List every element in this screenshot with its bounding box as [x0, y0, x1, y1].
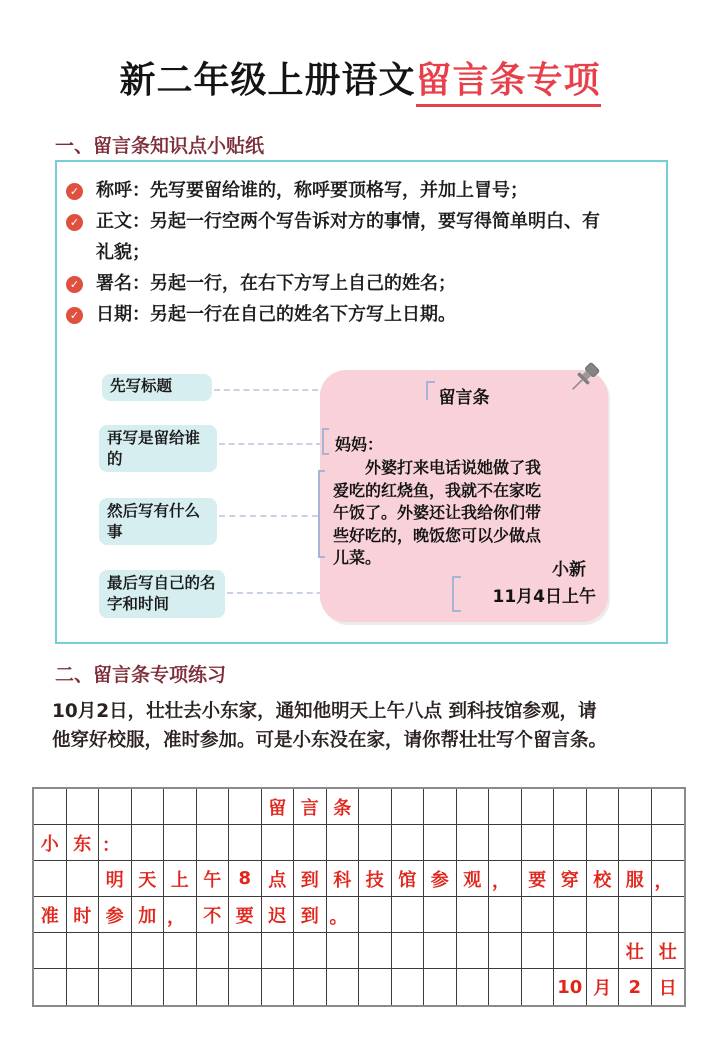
grid-cell: 条: [327, 789, 360, 825]
grid-cell: [587, 897, 620, 933]
grid-cell: [424, 825, 457, 861]
grid-cell: [457, 933, 490, 969]
grid-cell: 点: [262, 861, 295, 897]
grid-cell: 到: [294, 861, 327, 897]
grid-cell: 留: [262, 789, 295, 825]
grid-cell: 月: [587, 969, 620, 1005]
bracket-mark-body: [318, 470, 325, 558]
note-body-line: 爱吃的红烧鱼，我就不在家吃: [333, 480, 542, 500]
grid-cell: [262, 969, 295, 1005]
grid-cell: [522, 897, 555, 933]
grid-cell: [132, 969, 165, 1005]
label-write-title-first: 先写标题: [102, 374, 212, 401]
grid-cell: [262, 933, 295, 969]
grid-cell: [132, 933, 165, 969]
grid-cell: [164, 789, 197, 825]
grid-cell: 服: [619, 861, 652, 897]
bullet-text: 正文：另起一行空两个写告诉对方的事情，要写得简单明白、有礼貌；: [96, 211, 600, 263]
grid-cell: [424, 789, 457, 825]
grid-cell: [294, 933, 327, 969]
grid-cell: [392, 897, 425, 933]
grid-cell: 日: [658, 978, 677, 999]
connector-line-recipient: [219, 443, 322, 445]
grid-cell: 上: [164, 861, 197, 897]
bracket-mark-title: [426, 381, 435, 400]
grid-cell: [359, 897, 392, 933]
task-line: 10月2日，壮壮去小东家，通知他明天上午八点 到科技馆参观，请: [52, 701, 597, 722]
grid-cell: [424, 933, 457, 969]
grid-cell: [229, 969, 262, 1005]
grid-cell: [67, 789, 100, 825]
grid-cell: 8: [229, 861, 262, 897]
grid-cell: [457, 969, 490, 1005]
grid-cell: [522, 789, 555, 825]
grid-cell: [229, 933, 262, 969]
grid-cell: [132, 789, 165, 825]
grid-cell: [554, 825, 587, 861]
grid-cell: [424, 969, 457, 1005]
label-write-matter: 然后写有什么事: [99, 498, 217, 545]
grid-cell: [392, 825, 425, 861]
grid-cell: [587, 825, 620, 861]
bullet-item-salutation: [66, 175, 650, 206]
label-write-recipient: 再写是留给谁的: [99, 425, 217, 472]
grid-cell: [327, 825, 360, 861]
grid-cell: 观: [457, 861, 490, 897]
grid-cell: [392, 789, 425, 825]
title-black-part: 新二年级上册语文: [119, 60, 416, 101]
grid-cell: [522, 825, 555, 861]
grid-cell: [67, 861, 100, 897]
grid-cell: [587, 789, 620, 825]
grid-cell: 不: [197, 897, 230, 933]
grid-cell: [652, 825, 685, 861]
note-date: 11月4日上午: [492, 587, 596, 607]
grid-cell: [327, 933, 360, 969]
check-icon: ✓: [66, 307, 83, 324]
grid-cell: [522, 933, 555, 969]
grid-cell: 技: [359, 861, 392, 897]
grid-cell: [522, 969, 555, 1005]
grid-cell: 壮: [652, 933, 685, 969]
grid-cell: ，: [652, 861, 685, 897]
grid-cell: [489, 897, 522, 933]
bullet-list: [57, 162, 666, 330]
grid-cell: [457, 897, 490, 933]
grid-cell: 穿: [554, 861, 587, 897]
connector-line-matter: [219, 515, 318, 517]
grid-cell: 2: [619, 969, 652, 1005]
grid-cell: 到: [294, 897, 327, 933]
grid-cell: [164, 933, 197, 969]
note-body-line: 外婆打来电话说她做了我: [365, 458, 542, 477]
grid-cell: 参: [424, 861, 457, 897]
grid-cell: [489, 969, 522, 1005]
grid-cell: [132, 825, 165, 861]
note-title: 留言条: [438, 388, 490, 408]
grid-cell: 10: [554, 969, 587, 1005]
grid-cell: 准: [34, 897, 67, 933]
bullet-item-date: [66, 299, 650, 330]
practice-grid: [32, 787, 686, 1007]
check-icon: ✓: [66, 276, 83, 293]
grid-cell: 午: [197, 861, 230, 897]
example-note: [320, 370, 608, 622]
check-icon: ✓: [66, 214, 83, 231]
label-write-name-time: 最后写自己的名字和时间: [99, 570, 225, 618]
bracket-mark-salutation: [322, 428, 329, 455]
grid-cell: [554, 897, 587, 933]
grid-cell: [99, 969, 132, 1005]
grid-cell: [229, 825, 262, 861]
grid-cell: [554, 933, 587, 969]
grid-cell: 要: [522, 861, 555, 897]
page-title: [0, 52, 720, 103]
bracket-mark-signature: [452, 576, 461, 612]
grid-cell: 科: [327, 861, 360, 897]
grid-cell: [652, 897, 685, 933]
grid-cell: ，: [164, 897, 197, 933]
grid-cell: [197, 933, 230, 969]
grid-cell: 言: [294, 789, 327, 825]
grid-cell: [164, 825, 197, 861]
grid-cell: 要: [229, 897, 262, 933]
note-body-line: 些好吃的，晚饭您可以少做点: [333, 525, 542, 545]
title-red-part: 留言条专项: [416, 60, 601, 107]
grid-cell: 。: [327, 897, 360, 933]
note-body-line: 儿菜。: [333, 548, 382, 567]
grid-cell: [34, 789, 67, 825]
grid-cell: [424, 897, 457, 933]
grid-cell: [164, 969, 197, 1005]
grid-cell: 天: [132, 861, 165, 897]
grid-cell: [262, 825, 295, 861]
grid-cell: 校: [587, 861, 620, 897]
grid-cell: [34, 969, 67, 1005]
grid-cell: [587, 933, 620, 969]
grid-cell: 加: [132, 897, 165, 933]
task-paragraph: [52, 698, 692, 755]
grid-cell: 小: [34, 825, 67, 861]
grid-cell: [359, 933, 392, 969]
section2-heading: 二、留言条专项练习: [55, 664, 227, 686]
knowledge-box: [55, 160, 668, 644]
grid-cell: [99, 789, 132, 825]
grid-cell: [67, 969, 100, 1005]
grid-cell: 馆: [392, 861, 425, 897]
task-line: 他穿好校服，准时参加。可是小东没在家，请你帮壮壮写个留言条。: [52, 729, 608, 751]
grid-cell: [619, 789, 652, 825]
note-salutation: 妈妈：: [335, 435, 384, 454]
check-icon: ✓: [66, 183, 83, 200]
note-body-line: 午饭了。外婆还让我给你们带: [333, 503, 542, 522]
pushpin-icon: [562, 356, 606, 400]
grid-cell: [619, 897, 652, 933]
section1-heading: 一、留言条知识点小贴纸: [55, 135, 265, 157]
grid-cell: [489, 789, 522, 825]
grid-cell: [457, 825, 490, 861]
grid-cell: 东: [67, 825, 100, 861]
grid-cell: [327, 969, 360, 1005]
grid-cell: [392, 969, 425, 1005]
grid-cell: [294, 969, 327, 1005]
grid-cell: [489, 933, 522, 969]
bullet-item-body: [66, 206, 650, 268]
grid-cell: 参: [99, 897, 132, 933]
grid-cell: 明: [99, 861, 132, 897]
grid-cell: [99, 933, 132, 969]
note-body: [333, 457, 608, 570]
grid-cell: [67, 933, 100, 969]
bullet-text: 日期：另起一行在自己的姓名下方写上日期。: [96, 304, 456, 325]
grid-cell: 时: [67, 897, 100, 933]
grid-cell: [34, 933, 67, 969]
bullet-text: 署名：另起一行，在右下方写上自己的姓名；: [96, 273, 456, 294]
grid-cell: [359, 969, 392, 1005]
grid-cell: 壮: [619, 933, 652, 969]
grid-cell: [457, 789, 490, 825]
grid-cell: [392, 933, 425, 969]
grid-cell: [652, 789, 685, 825]
grid-cell: [294, 825, 327, 861]
grid-cell: [197, 825, 230, 861]
grid-cell: [197, 789, 230, 825]
grid-cell: [34, 861, 67, 897]
grid-cell: [229, 789, 262, 825]
grid-cell: 迟: [262, 897, 295, 933]
bullet-item-signature: [66, 268, 650, 299]
note-signature: 小新: [552, 560, 586, 580]
grid-cell: [554, 789, 587, 825]
grid-cell: ：: [99, 825, 132, 861]
bullet-text: 称呼：先写要留给谁的，称呼要顶格写，并加上冒号；: [96, 180, 528, 201]
grid-cell: [619, 825, 652, 861]
grid-cell: [359, 825, 392, 861]
grid-cell: ，: [489, 861, 522, 897]
grid-cell: [489, 825, 522, 861]
grid-cell: [359, 789, 392, 825]
grid-cell: [197, 969, 230, 1005]
